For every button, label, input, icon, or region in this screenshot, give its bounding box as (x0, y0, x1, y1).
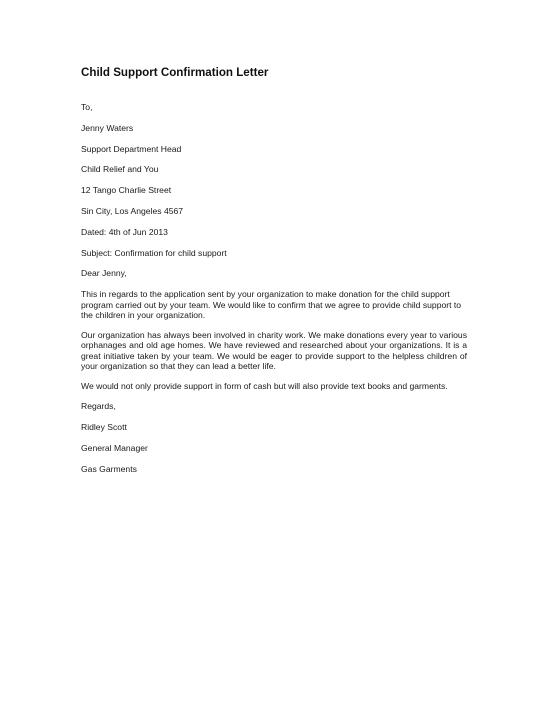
recipient-city: Sin City, Los Angeles 4567 (81, 205, 184, 216)
sender-organization: Gas Garments (81, 463, 137, 474)
subject-line: Subject: Confirmation for child support (81, 247, 227, 258)
to-line: To, (81, 102, 93, 112)
paragraph-3: We would not only provide support in form of cash but will also provide text books and garments. (81, 381, 448, 392)
paragraph-2: Our organization has always been involved in charity work. We make donations every year to various orphanages and old age homes. We have reviewed and researched about your organizations. It is a great initiative taken by your team. We would be eager to provide support to the helpless children of your organization so that they can lead a better life. (81, 329, 467, 372)
letter-title: Child Support Confirmation Letter (81, 66, 269, 79)
recipient-street: 12 Tango Charlie Street (81, 185, 172, 196)
letter-body (81, 66, 467, 484)
sender-name: Ridley Scott (81, 422, 127, 432)
recipient-organization: Child Relief and You (81, 164, 159, 175)
sender-title: General Manager (81, 442, 148, 453)
paragraph-1: This in regards to the application sent by your organization to make donation for the child support program carried out by your team. We would like to confirm that we agree to provide child support to the children in your organization. (81, 289, 462, 320)
recipient-name: Jenny Waters (81, 122, 134, 133)
recipient-title: Support Department Head (81, 143, 182, 154)
date-line: Dated: 4th of Jun 2013 (81, 226, 168, 237)
closing: Regards, (81, 401, 116, 412)
salutation: Dear Jenny, (81, 268, 127, 279)
